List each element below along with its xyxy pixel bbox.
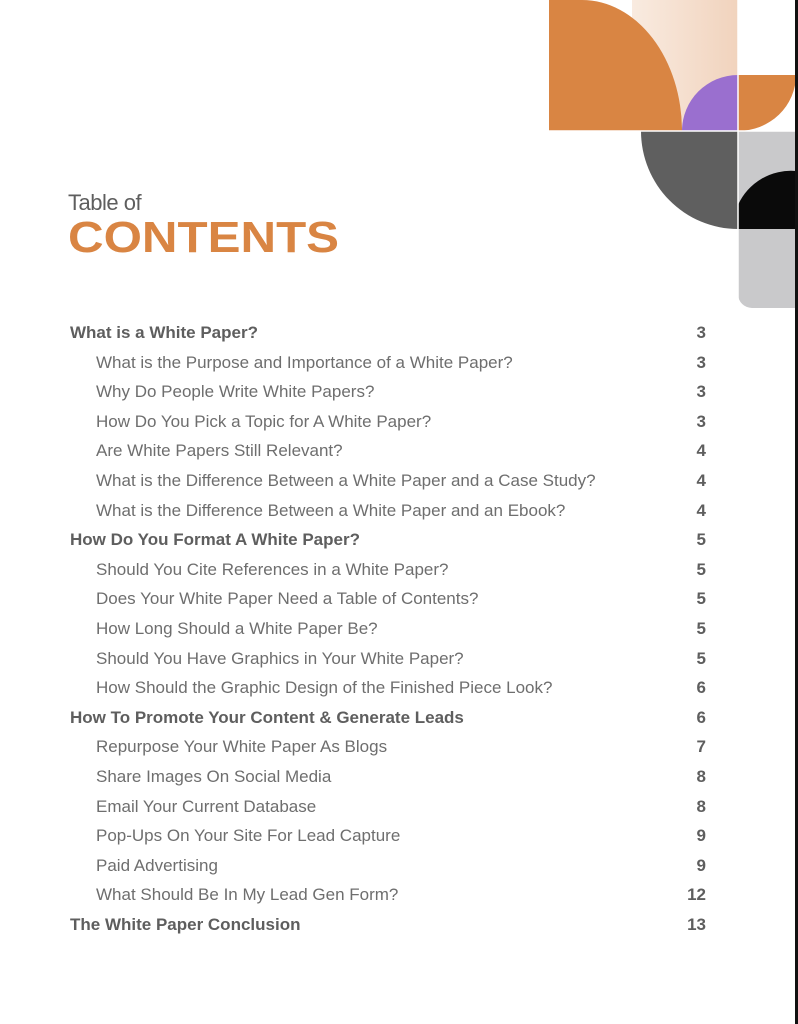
toc-page-number: 3 [696,323,706,342]
toc-section-entry[interactable] [70,910,710,940]
toc-page-number: 9 [696,826,706,846]
toc-entry-title: How Do You Format A White Paper? [70,530,360,550]
toc-subsection-entry[interactable] [70,673,710,703]
toc-entry-title: Share Images On Social Media [96,766,332,786]
toc-entry-title: Are White Papers Still Relevant? [96,441,343,461]
toc-page-number: 13 [687,914,706,934]
toc-page-number: 8 [696,766,706,786]
toc-page-number: 9 [696,855,706,875]
toc-entry-title: Should You Have Graphics in Your White Paper? [96,648,464,668]
toc-page-number: 4 [696,500,706,520]
toc-entry-title: What is the Difference Between a White Paper and a Case Study? [96,470,596,490]
decorative-shapes [0,0,798,320]
toc-subsection-entry[interactable] [70,496,710,526]
toc-page-number: 3 [696,382,706,402]
toc-page-number: 5 [696,559,706,579]
toc-subsection-entry[interactable] [70,348,710,378]
toc-entry-title: How Should the Graphic Design of the Finished Piece Look? [96,678,553,698]
toc-page-number: 5 [696,618,706,638]
toc-entry-title: Does Your White Paper Need a Table of Contents? [96,589,479,609]
toc-entry-title: What Should Be In My Lead Gen Form? [96,885,399,905]
table-of-contents [70,318,710,939]
toc-section-entry[interactable] [70,525,710,555]
toc-entry-title: What is the Purpose and Importance of a White Paper? [96,352,513,372]
heading-big: CONTENTS [68,213,340,262]
toc-subsection-entry[interactable] [70,792,710,822]
dark-gray-quarter [641,131,738,229]
toc-page-number: 7 [696,737,706,757]
toc-subsection-entry[interactable] [70,584,710,614]
toc-page-number: 12 [687,885,706,905]
toc-section-entry[interactable] [70,318,710,348]
toc-page-number: 8 [696,796,706,816]
toc-page-number: 5 [696,589,706,609]
toc-subsection-entry[interactable] [70,436,710,466]
toc-subsection-entry[interactable] [70,614,710,644]
toc-page-number: 4 [696,441,706,461]
toc-entry-title: What is a White Paper? [70,323,258,342]
toc-entry-title: Paid Advertising [96,855,218,875]
toc-entry-title: The White Paper Conclusion [70,914,301,934]
toc-subsection-entry[interactable] [70,821,710,851]
orange-small-quarter [738,75,796,131]
toc-entry-title: How Do You Pick a Topic for A White Paper? [96,411,432,431]
toc-entry-title: Should You Cite References in a White Paper? [96,559,449,579]
toc-entry-title: What is the Difference Between a White Paper and an Ebook? [96,500,566,520]
toc-subsection-entry[interactable] [70,644,710,674]
toc-page-number: 4 [696,470,706,490]
toc-page-number: 6 [696,707,706,727]
toc-subsection-entry[interactable] [70,880,710,910]
toc-entry-title: How Long Should a White Paper Be? [96,618,378,638]
toc-page-number: 6 [696,678,706,698]
toc-section-entry[interactable] [70,703,710,733]
toc-subsection-entry[interactable] [70,732,710,762]
toc-page-number: 3 [696,411,706,431]
toc-subsection-entry[interactable] [70,377,710,407]
toc-subsection-entry[interactable] [70,407,710,437]
toc-subsection-entry[interactable] [70,466,710,496]
toc-entry-title: Repurpose Your White Paper As Blogs [96,737,388,757]
toc-entry-title: How To Promote Your Content & Generate Leads [70,707,464,727]
heading-small: Table of [68,190,142,215]
toc-entry-title: Email Your Current Database [96,796,317,816]
toc-entry-title: Pop-Ups On Your Site For Lead Capture [96,826,401,846]
toc-subsection-entry[interactable] [70,851,710,881]
toc-page-number: 3 [696,352,706,372]
toc-subsection-entry[interactable] [70,555,710,585]
toc-page-number: 5 [696,530,706,550]
toc-subsection-entry[interactable] [70,762,710,792]
toc-entry-title: Why Do People Write White Papers? [96,382,375,402]
toc-page-number: 5 [696,648,706,668]
toc-heading [68,190,340,262]
